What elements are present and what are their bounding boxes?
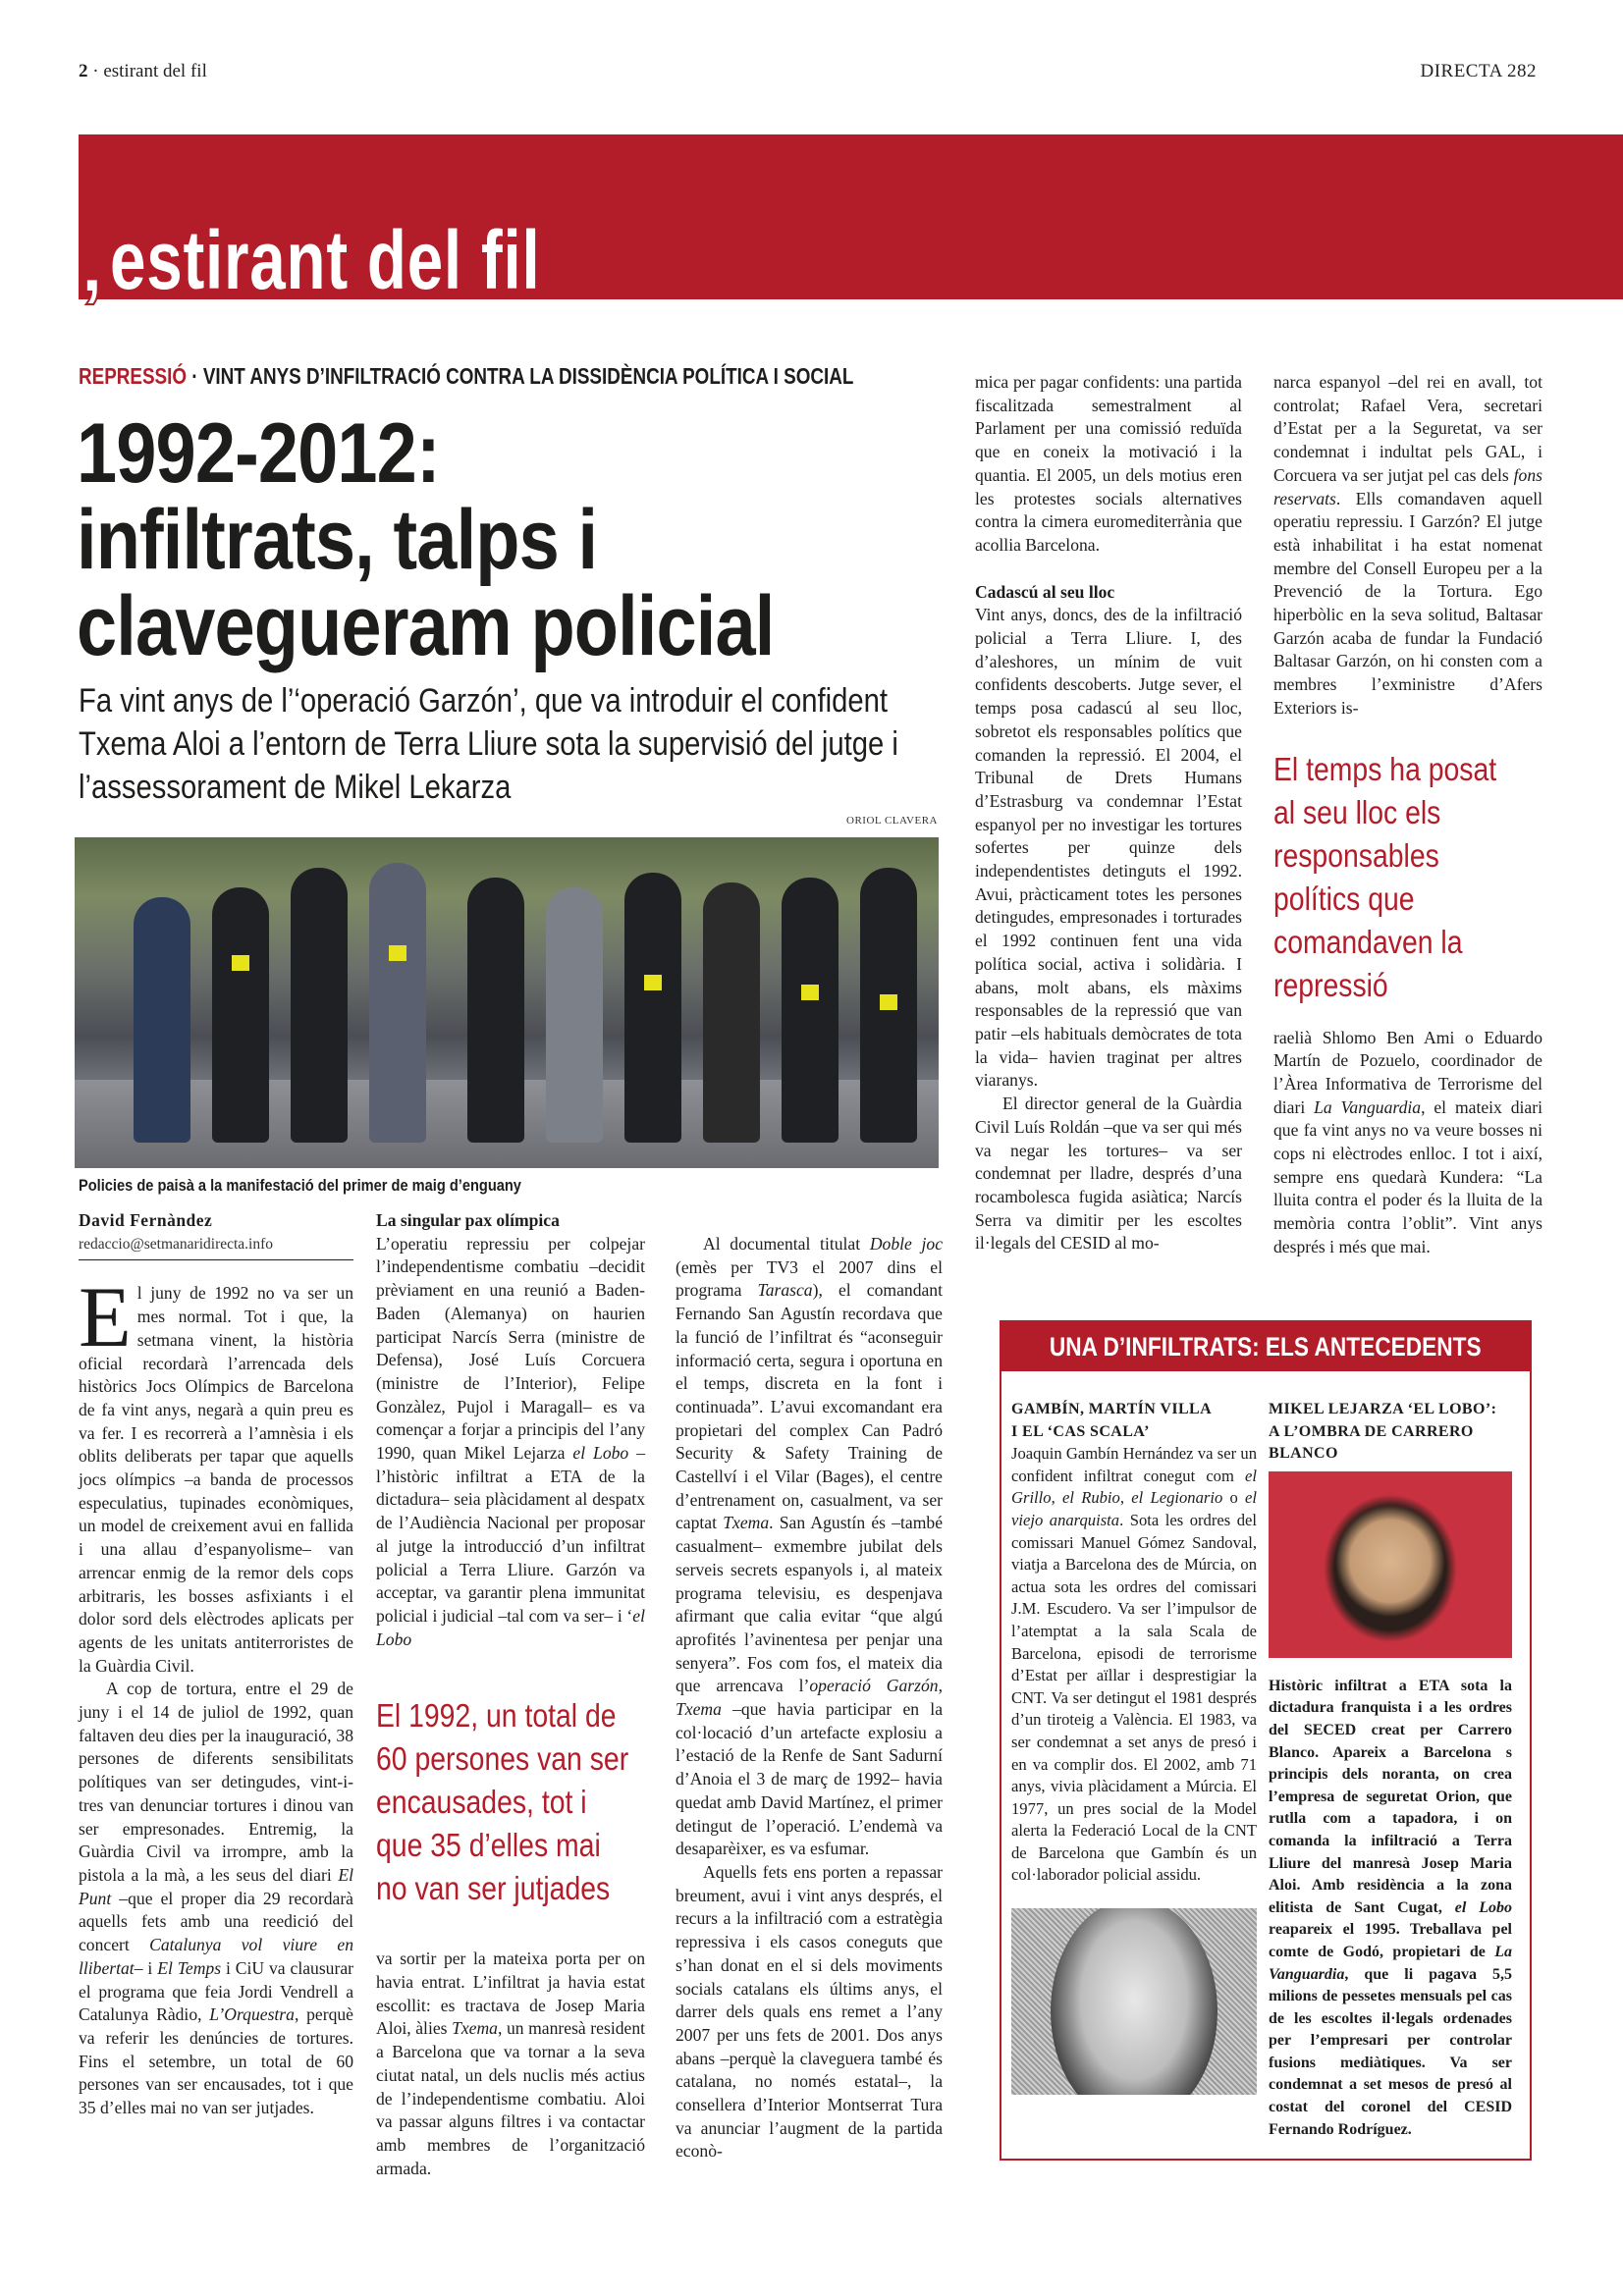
- photo-figure: [624, 873, 681, 1143]
- photo-figure: [467, 878, 524, 1143]
- photo-figure: [212, 887, 269, 1143]
- photo-figure: [134, 897, 190, 1143]
- publication-issue: DIRECTA 282: [1420, 61, 1537, 81]
- photo-caption: Policies de paisà a la manifestació del primer de maig d’enguany: [79, 1176, 521, 1195]
- running-section: estirant del fil: [103, 61, 207, 81]
- sidebar-heading: GAMBÍN, MARTÍN VILLA I EL ‘CAS SCALA’: [1011, 1401, 1213, 1440]
- paragraph: Joaquin Gambín Hernández va ser un confident infiltrat conegut com el Grillo, el Rubio, el Legionario o el viejo anarquista. Sota les ordres del comissari Manuel Gómez Sandoval, viatja a Barcelona des de Múrcia, on actua sota les ordres del comissari J.M. Escudero. Va ser l’impulsor de l’atemptat a la sala Scala de Barcelona, episodi de terrorisme d’Estat per aïllar i desprestigiar la CNT. Va ser detingut el 1981 després d’un tiroteig a València. El 1983, va ser condemnat a set anys de presó i en va complir dos. El 2002, amb 71 anys, vivia plàcidament a Múrcia. El 1977, un pres social de la Model alerta la Federació Local de la CNT de Barcelona que Gambín és un col·laborador policial assidu.: [1011, 1444, 1258, 1885]
- sidebar-header: [1001, 1322, 1530, 1371]
- kicker: [79, 363, 853, 390]
- headline-line: infiltrats, talps i: [77, 493, 598, 587]
- photo-armband: [232, 955, 249, 971]
- section-title: estirant del fil: [110, 214, 541, 306]
- kicker-separator: ·: [187, 363, 203, 389]
- paragraph: narca espanyol –del rei en avall, tot controlat; Rafael Vera, secretari d’Estat per a la Seguretat, va ser condemnat i indultat pels GAL, i Corcuera va ser jutjat pel cas dels fons reservats. Ells comandaven aquell operatiu repressiu. I Garzón? El jutge està inhabilitat i ha estat nomenat membre del Consell Europeu per a la Prevenció de la Tortura. Ego hiperbòlic en la seva solitud, Baltasar Garzón acaba de fundar la Fundació Baltasar Garzón, on hi consten com a membres l’exministre d’Afers Exteriors is-: [1273, 372, 1542, 718]
- headline-line: clavegueram policial: [77, 579, 775, 673]
- photo-armband: [801, 985, 819, 1000]
- byline-email[interactable]: redaccio@setmanaridirecta.info: [79, 1235, 274, 1253]
- article-column-5: [1273, 371, 1542, 1259]
- kicker-category: REPRESSIÓ: [79, 363, 188, 389]
- paragraph: Històric infiltrat a ETA sota la dictadura franquista i a les ordres del SECED creat per Carrero Blanco. Apareix a Barcelona s principis dels noranta, on crea l’empresa de seguretat Orion, que rutlla com a tapadora, i on comanda la infiltració a Terra Lliure del manresà Josep Maria Aloi. Amb residència a la zona elitista de Sant Cugat, el Lobo reapareix el 1995. Treballava pel comte de Godó, propietari de La Vanguardia, que li pagava 5,5 milions de pessetes mensuals pel cas de les escoltes il·legals ordenades per l’empresari per controlar fusions mediàtiques. Va ser condemnat a set mesos de presó al costat del coronel del CESID Fernando Rodríguez.: [1269, 1677, 1512, 2138]
- paragraph: El director general de la Guàrdia Civil Luís Roldán –que va ser qui més va negar les tortures– va ser condemnat per lladre, després d’una rocambolesca fugida asiàtica; Narcís Serra va dimitir per les escoltes il·legals del CESID al mo-: [975, 1094, 1242, 1254]
- standfirst: Fa vint anys de l’‘operació Garzón’, que va introduir el confident Txema Aloi a l’entorn de Terra Lliure sota la supervisió del jutge i l’assessorament de Mikel Lekarza: [79, 682, 898, 806]
- lead-photo: [75, 837, 939, 1168]
- article-column-2: [376, 1209, 645, 2180]
- kicker-text: VINT ANYS D’INFILTRACIÓ CONTRA LA DISSIDÈNCIA POLÍTICA I SOCIAL: [202, 363, 854, 389]
- photo-figure: [369, 863, 426, 1143]
- article-column-4: [975, 371, 1242, 1255]
- photo-figure: [782, 878, 839, 1143]
- running-header-left: [79, 61, 207, 82]
- drop-cap: E: [79, 1270, 132, 1366]
- byline-author: David Fernàndez: [79, 1210, 213, 1230]
- pull-quote: El 1992, un total de 60 persones van ser encausades, tot i que 35 d’elles mai no van ser jutjades: [376, 1697, 629, 1907]
- photo-armband: [389, 945, 406, 961]
- subhead: Cadascú al seu lloc: [975, 581, 1115, 602]
- portrait-lejarza: [1269, 1471, 1512, 1658]
- byline-rule: [79, 1259, 353, 1260]
- paragraph: va sortir per la mateixa porta per on havia entrat. L’infiltrat ja havia estat escollit: es tractava de Josep Maria Aloi, àlies Txema, un manresà resident a Barcelona que va tornar a la seva ciutat natal, un dels nuclis més actius de l’independentisme combatiu. Aloi va passar alguns filtres i va contactar amb membres de l’organització armada.: [376, 1949, 646, 2178]
- paragraph: raelià Shlomo Ben Ami o Eduardo Martín de Pozuelo, coordinador de l’Àrea Informativa de Terrorisme del diari La Vanguardia, el mateix diari que fa vint anys no va veure bosses ni cops ni elèctrodes enlloc. I tot i així, sempre ens quedarà Kundera: “La lluita contra el poder és la lluita de la memòria contra l’oblit”. Vint anys després i més que mai.: [1273, 1027, 1542, 1256]
- photo-figure: [291, 868, 348, 1143]
- separator: ·: [87, 61, 104, 81]
- section-comma-mark: ,: [81, 217, 104, 309]
- article-column-3: [676, 1233, 943, 2163]
- headline: [77, 406, 1005, 673]
- paragraph: Aquells fets ens porten a repassar breument, avui i vint anys després, el recurs a la infiltració com a estratègia repressiva i els casos coneguts que s’han donat en el si dels moviments socials catalans els últims anys, el darrer dels quals ens remet a l’any 2007 per uns fets de 2001. Dos anys abans –perquè la claveguera també és catalana, no només estatal–, la consellera d’Interior Montserrat Tura va anunciar l’augment de la partida econò-: [676, 1861, 943, 2162]
- sidebar-box: [1000, 1320, 1532, 2161]
- paragraph: Vint anys, doncs, des de la infiltració policial a Terra Lliure. I, des d’aleshores, un mínim de vuit confidents descoberts. Jutge sever, el temps posa cadascú al seu lloc, sobretot els responsables polítics que comanden la repressió. El 2004, el Tribunal de Drets Humans d’Estrasburg va condemnar l’Estat espanyol per no investigar les tortures sofertes per quinze dels independentistes detinguts el 1992. Avui, pràcticament totes les persones detingudes, empresonades i torturades el 1992 continuen fent una vida política social, activa i solidària. I abans, molt abans, els màxims responsables de la repressió que van patir –els habituals demòcrates de tota la vida– havien traginat per altres viaranys.: [975, 605, 1242, 1091]
- sidebar-right-column: [1269, 1399, 1512, 2141]
- article-column-1: [79, 1209, 353, 2120]
- subhead: La singular pax olímpica: [376, 1210, 560, 1230]
- paragraph: L’operatiu repressiu per colpejar l’independentisme combatiu –decidit prèviament en una reunió a Baden-Baden (Alemanya) on haurien participat Narcís Serra (ministre de Defensa), José Luís Corcuera (ministre de l’Interior), Felipe Gonzàlez, Pujol i Maragall– es va començar a forjar a principis del l’any 1990, quan Mikel Lejarza el Lobo –l’històric infiltrat a ETA de la dictadura– seia plàcidament al despatx de l’Audiència Nacional per proposar al jutge la introducció d’un infiltrat policial a Terra Lliure. Garzón va acceptar, va garantir plena immunitat policial i judicial –tal com va ser– i ‘el Lobo: [376, 1233, 645, 1649]
- photo-armband: [880, 994, 897, 1010]
- paragraph: El juny de 1992 no va ser un mes normal. Tot i que, la setmana vinent, la història oficial recordarà l’arrencada dels històrics Jocs Olímpics de Barcelona de fa vint anys, negarà a quin preu es va fer. I es recorrerà a l’amnèsia i els oblits deliberats per tapar que aquells jocs olímpics –a banda de processos especulatius, tupinades econòmiques, un model de creixement avui en fallida i una allau d’espanyolisme– van arrencar enmig de la remor dels cops arbitraris, les bosses asfixiants i el dolor sord dels elèctrodes aplicats per agents de les unitats antiterroristes de la Guàrdia Civil.: [79, 1270, 353, 1676]
- sidebar-title: UNA D’INFILTRATS: ELS ANTECEDENTS: [1050, 1331, 1482, 1362]
- headline-line: 1992-2012:: [77, 406, 440, 501]
- photo-armband: [644, 975, 662, 990]
- sidebar-heading: MIKEL LEJARZA ‘EL LOBO’: A L’OMBRA DE CARRERO BLANCO: [1269, 1401, 1497, 1463]
- paragraph: Al documental titulat Doble joc (emès per TV3 el 2007 dins el programa Tarasca), el comandant Fernando San Agustín recordava que la funció de l’infiltrat és “aconseguir informació certa, segura i oportuna en el temps, discreta en la font i continuada”. L’avui excomandant era propietari del complex Can Padró Security & Safety Training de Castellví i el Vilar (Bages), el centre d’entrenament on, casualment, va ser captat Txema. San Agustín és –també casualment– exmembre jubilat dels serveis secrets espanyols i, al mateix programa televisiu, es despenjava afirmant que calia evitar “que algú aprofités l’avinentesa per penjar una senyera”. Fos com fos, el mateix dia que arrencava l’operació Garzón, Txema –que havia participar en la col·locació d’un artefacte explosiu a l’estació de la Renfe de Sant Sadurní d’Anoia el 3 de març de 1992– havia quedat amb David Martínez, el primer detingut de l’operació. L’endemà va desaparèixer, es va esfumar.: [676, 1234, 943, 1859]
- photo-credit: ORIOL CLAVERA: [846, 815, 938, 827]
- portrait-gambin: [1011, 1908, 1257, 2095]
- paragraph: mica per pagar confidents: una partida fiscalitzada semestralment al Parlament per una comissió reduïda que en coneix la motivació i la quantia. El 2005, un dels motius eren les protestes socials alternatives contra la cimera euromediterrània que acollia Barcelona.: [975, 372, 1242, 555]
- paragraph: A cop de tortura, entre el 29 de juny i el 14 de juliol de 1992, quan faltaven deu dies per la inauguració, 38 persones de diferents sensibilitats polítiques van ser detingudes, vint-i-tres van denunciar tortures i dinou van ser empresonades. Entremig, la Guàrdia Civil va irrompre, amb la pistola a la mà, a les seus del diari El Punt –que el proper dia 29 recordarà aquells fets amb una reedició del concert Catalunya vol viure en llibertat– i El Temps i CiU va clausurar el programa que feia Jordi Vendrell a Catalunya Ràdio, L’Orquestra, perquè va referir les denúncies de tortures. Fins el setembre, un total de 60 persones van ser encausades, tot i que 35 d’elles mai no van ser jutjades.: [79, 1679, 353, 2118]
- pull-quote: El temps ha posat al seu lloc els responsables polítics que comandaven la repressió: [1273, 750, 1497, 1003]
- photo-figure: [703, 882, 760, 1143]
- page-number: 2: [79, 61, 88, 81]
- sidebar-left-column: [1003, 1399, 1257, 2095]
- photo-figure: [546, 887, 603, 1143]
